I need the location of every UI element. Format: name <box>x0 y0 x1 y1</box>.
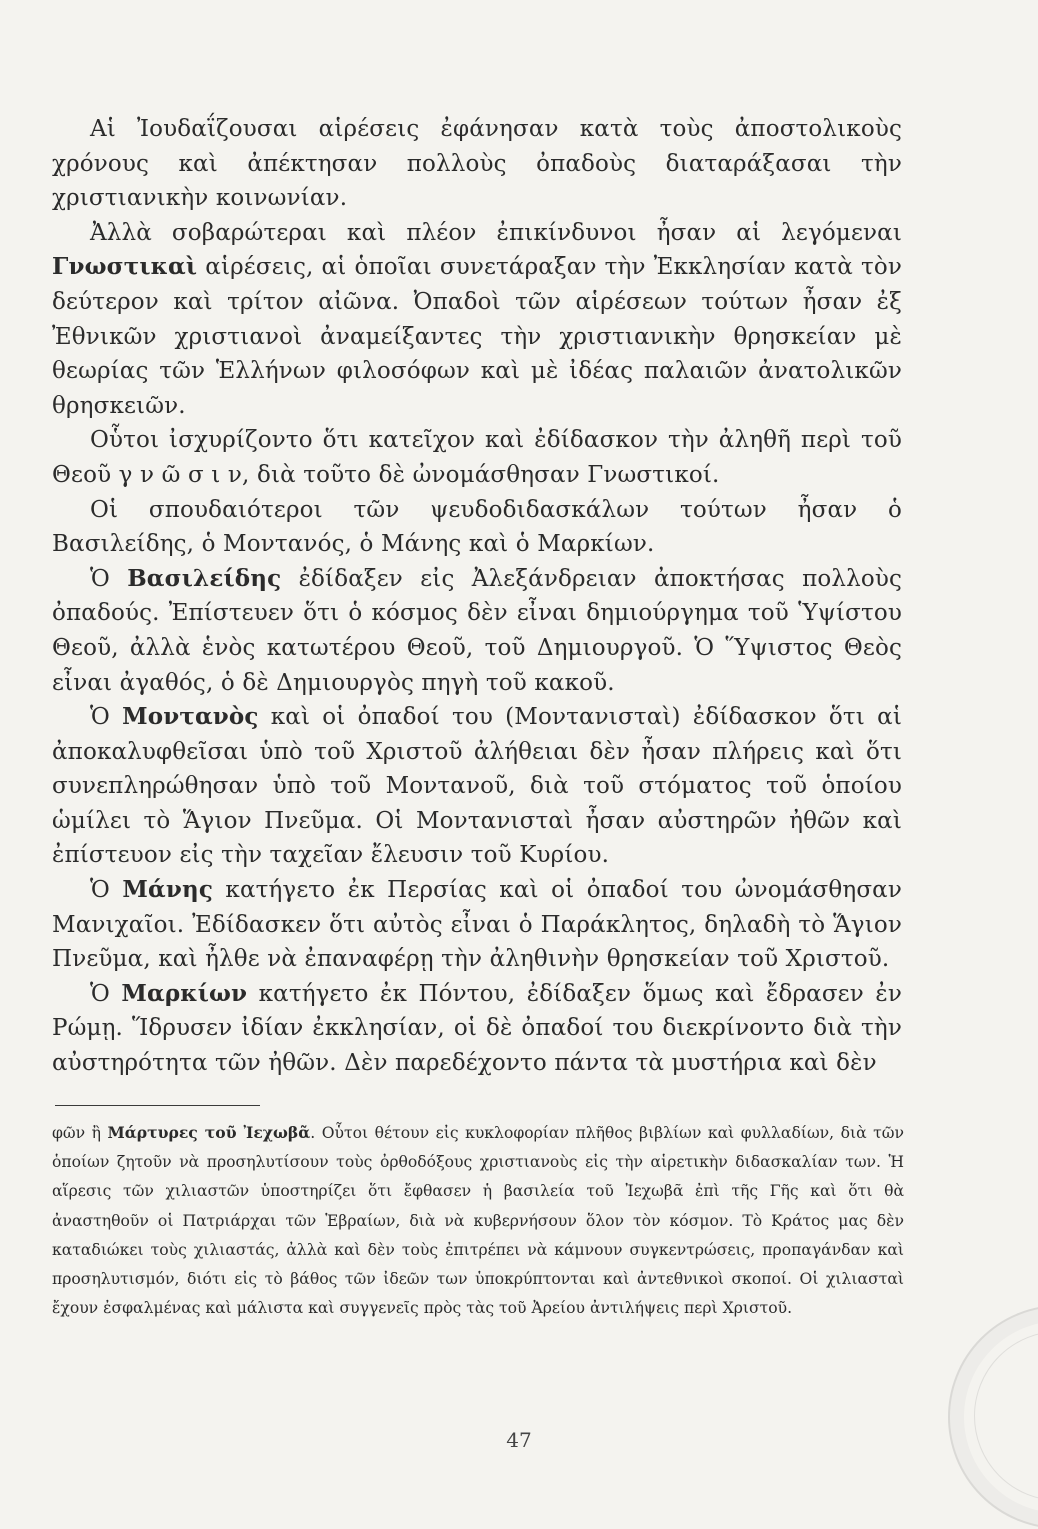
paragraph <box>52 977 902 1081</box>
text-run: κατήγετο ἐκ Πόντου, ἐδίδαξεν ὅμως καὶ ἔδρασεν ἐν Ρώμῃ. Ἵδρυσεν ἰδίαν ἐκκλησίαν, οἱ δὲ ὀπαδοί του διεκρίνοντο διὰ τὴν αὐστηρότητα τῶν ἠθῶν. Δὲν παρεδέχοντο πάντα τὰ μυστήρια καὶ δὲν <box>52 980 902 1077</box>
bold-term: Μοντανὸς <box>122 703 259 731</box>
paragraph <box>52 112 902 216</box>
text-run: φῶν ἢ <box>52 1124 108 1142</box>
paragraph <box>52 493 902 562</box>
bold-term: Μάνης <box>122 876 213 904</box>
text-run: Ὁ <box>90 877 123 904</box>
text-run: Ὁ <box>90 565 128 592</box>
text-run: Ἀλλὰ σοβαρώτεραι καὶ πλέον ἐπικίνδυνοι ἦσαν αἱ λεγόμεναι <box>90 219 902 246</box>
text-run: κατήγετο ἐκ Περσίας καὶ οἱ ὀπαδοί του ὠνομάσθησαν Μανιχαῖοι. Ἐδίδασκεν ὅτι αὐτὸς εἶναι ὁ Παράκλητος, δηλαδὴ τὸ Ἅγιον Πνεῦμα, καὶ ἦλθε νὰ ἐπαναφέρῃ τὴν ἀληθινὴν θρησκείαν τοῦ Χριστοῦ. <box>52 877 902 973</box>
paragraph <box>52 562 902 700</box>
footnote-divider <box>55 1105 260 1106</box>
paragraph <box>52 216 902 424</box>
bold-term: Βασιλείδης <box>127 564 282 592</box>
bold-term: Γνωστικαὶ <box>52 253 198 281</box>
text-run: αἱρέσεις, αἱ ὁποῖαι συνετάραξαν τὴν Ἐκκλησίαν κατὰ τὸν δεύτερον καὶ τρίτον αἰῶνα. Ὀπαδοὶ τῶν αἱρέσεων τούτων ἦσαν ἐξ Ἐθνικῶν χριστιανοὶ ἀναμείξαντες τὴν χριστιανικὴν θρησκείαν μὲ θεωρίας τῶν Ἑλλήνων φιλοσόφων καὶ μὲ ἰδέας παλαιῶν ἀνατολικῶν θρησκειῶν. <box>52 254 902 419</box>
text-run: καὶ οἱ ὀπαδοί του (Μοντανισταὶ) ἐδίδασκον ὅτι αἱ ἀποκαλυφθεῖσαι ὑπὸ τοῦ Χριστοῦ ἀλήθειαι δὲν ἦσαν πλήρεις καὶ ὅτι συνεπληρώθησαν ὑπὸ τοῦ Μοντανοῦ, διὰ τοῦ στόματος τοῦ ὁποίου ὡμίλει τὸ Ἅγιον Πνεῦμα. Οἱ Μοντανισταὶ ἦσαν αὐστηρῶν ἠθῶν καὶ ἐπίστευον εἰς τὴν ταχεῖαν ἔλευσιν τοῦ Κυρίου. <box>52 704 902 869</box>
paragraph <box>52 873 902 977</box>
paragraph <box>52 700 902 873</box>
text-run: . Οὗτοι θέτουν εἰς κυκλοφορίαν πλῆθος βιβλίων καὶ φυλλαδίων, διὰ τῶν ὁποίων ζητοῦν νὰ προσηλυτίσουν τοὺς ὀρθοδόξους χριστιανοὺς εἰς τὴν αἱρετικὴν διδασκαλίαν των. Ἡ αἵρεσις τῶν χιλιαστῶν ὑποστηρίζει ὅτι ἔφθασεν ἡ βασιλεία τοῦ Ἰεχωβᾶ ἐπὶ τῆς Γῆς καὶ ὅτι θὰ ἀναστηθοῦν οἱ Πατριάρχαι τῶν Ἑβραίων, διὰ νὰ κυβερνήσουν ὅλον τὸν κόσμον. Τὸ Κράτος μας δὲν καταδιώκει τοὺς χιλιαστάς, ἀλλὰ καὶ δὲν τοὺς ἐπιτρέπει νὰ κάμνουν συγκεντρώσεις, προπαγάνδαν καὶ προσηλυτισμόν, διότι εἰς τὸ βάθος τῶν ἰδεῶν των ὑποκρύπτονται καὶ ἀντεθνικοὶ σκοποί. Οἱ χιλιασταὶ ἔχουν ἐσφαλμένας καὶ μάλιστα καὶ συγγενεῖς πρὸς τὰς τοῦ Ἀρείου ἀντιλήψεις περὶ Χριστοῦ. <box>52 1124 904 1318</box>
page-number: 47 <box>506 1428 532 1452</box>
text-run: Ὁ <box>90 980 122 1007</box>
bold-term: Μάρτυρες τοῦ Ἰεχωβᾶ <box>107 1123 311 1142</box>
library-stamp-inner-ring <box>974 1331 1038 1501</box>
main-text <box>52 112 902 1081</box>
text-run: ἐδίδαξεν εἰς Ἀλεξάνδρειαν ἀποκτήσας πολλοὺς ὀπαδούς. Ἐπίστευεν ὅτι ὁ κόσμος δὲν εἶναι δημιούργημα τοῦ Ὑψίστου Θεοῦ, ἀλλὰ ἑνὸς κατωτέρου Θεοῦ, τοῦ Δημιουργοῦ. Ὁ Ὕψιστος Θεὸς εἶναι ἀγαθός, ὁ δὲ Δημιουργὸς πηγὴ τοῦ κακοῦ. <box>52 565 902 696</box>
text-run: Αἱ Ἰουδαΐζουσαι αἱρέσεις ἐφάνησαν κατὰ τοὺς ἀποστολικοὺς χρόνους καὶ ἀπέκτησαν πολλοὺς ὀπαδοὺς διαταράξασαι τὴν χριστιανικὴν κοινωνίαν. <box>52 116 902 212</box>
bold-term: Μαρκίων <box>121 979 248 1007</box>
text-run: Οὗτοι ἰσχυρίζοντο ὅτι κατεῖχον καὶ ἐδίδασκον τὴν ἀληθῆ περὶ τοῦ Θεοῦ γ ν ῶ σ ι ν, διὰ τοῦτο δὲ ὠνομάσθησαν Γνωστικοί. <box>52 427 902 488</box>
footnote <box>52 1118 904 1323</box>
paragraph <box>52 423 902 492</box>
text-run: Ὁ <box>90 704 123 731</box>
text-run: Οἱ σπουδαιότεροι τῶν ψευδοδιδασκάλων τούτων ἦσαν ὁ Βασιλείδης, ὁ Μοντανός, ὁ Μάνης καὶ ὁ Μαρκίων. <box>52 496 902 558</box>
library-stamp-icon <box>948 1305 1038 1529</box>
